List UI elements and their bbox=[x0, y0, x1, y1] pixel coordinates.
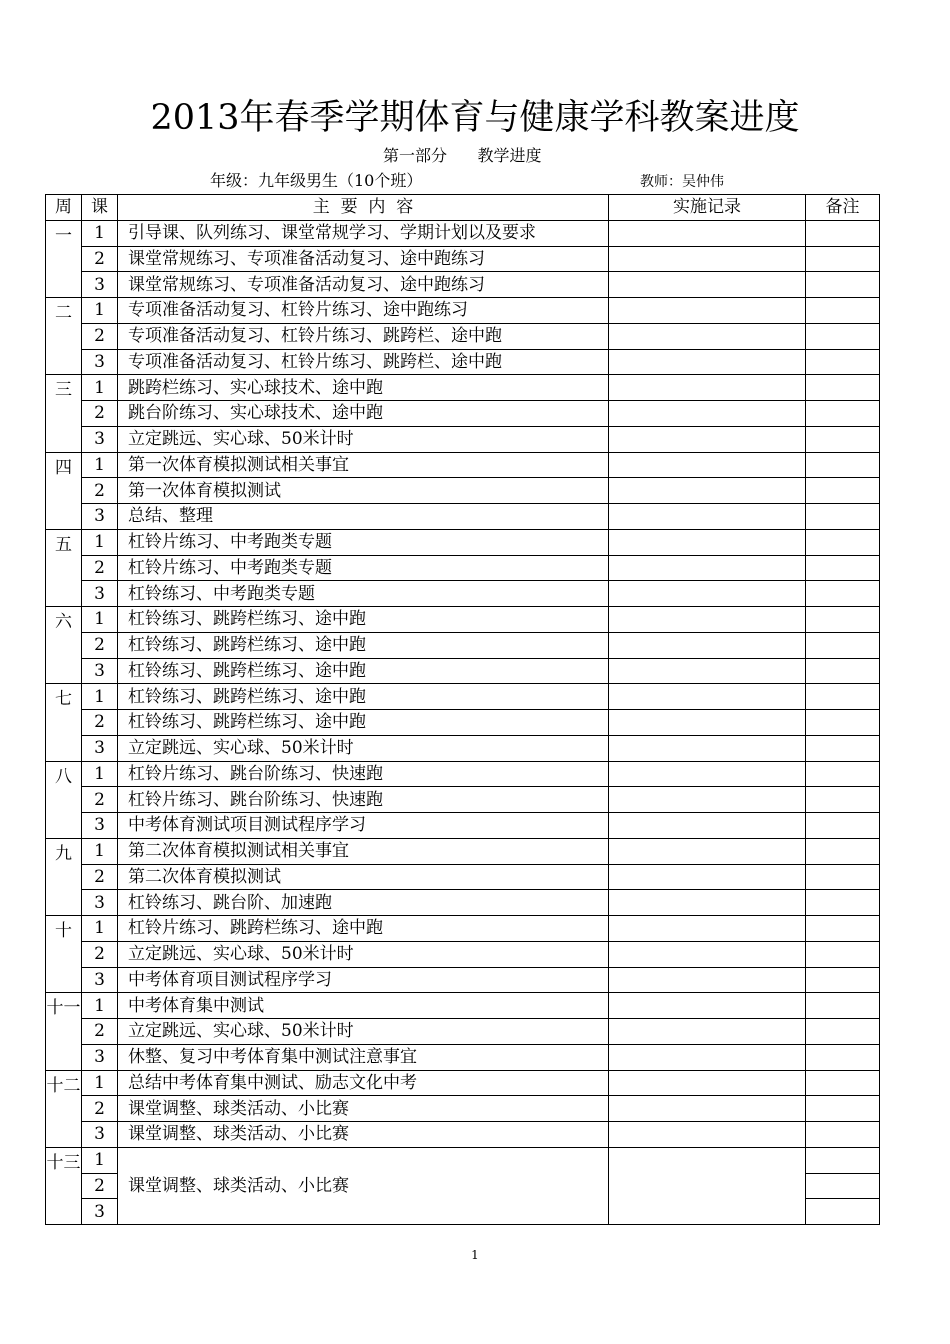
lesson-content-cell: 课堂常规练习、专项准备活动复习、途中跑练习 bbox=[118, 246, 609, 272]
lesson-number-cell: 2 bbox=[82, 1173, 118, 1199]
lesson-number-cell: 3 bbox=[82, 735, 118, 761]
lesson-number-cell: 2 bbox=[82, 555, 118, 581]
note-cell[interactable] bbox=[806, 478, 880, 504]
header-record: 实施记录 bbox=[609, 195, 806, 221]
lesson-content-cell: 杠铃片练习、跳跨栏练习、途中跑 bbox=[118, 916, 609, 942]
week-cell: 八 bbox=[46, 761, 82, 838]
table-row bbox=[46, 246, 880, 272]
lesson-content-cell: 杠铃练习、跳跨栏练习、途中跑 bbox=[118, 710, 609, 736]
week-cell: 六 bbox=[46, 607, 82, 684]
lesson-content-cell: 杠铃练习、跳跨栏练习、途中跑 bbox=[118, 684, 609, 710]
lesson-number-cell: 1 bbox=[82, 452, 118, 478]
note-cell[interactable] bbox=[806, 1147, 880, 1173]
lesson-number-cell: 3 bbox=[82, 890, 118, 916]
lesson-content-cell: 课堂常规练习、专项准备活动复习、途中跑练习 bbox=[118, 272, 609, 298]
note-cell[interactable] bbox=[806, 504, 880, 530]
note-cell[interactable] bbox=[806, 323, 880, 349]
note-cell[interactable] bbox=[806, 581, 880, 607]
record-cell[interactable] bbox=[609, 529, 806, 555]
record-cell[interactable] bbox=[609, 349, 806, 375]
page-number: 1 bbox=[471, 1248, 479, 1262]
table-row bbox=[46, 1147, 880, 1173]
table-row bbox=[46, 658, 880, 684]
record-cell[interactable] bbox=[609, 1096, 806, 1122]
note-cell[interactable] bbox=[806, 761, 880, 787]
record-cell[interactable] bbox=[609, 838, 806, 864]
table-row bbox=[46, 607, 880, 633]
record-cell[interactable] bbox=[609, 298, 806, 324]
note-cell[interactable] bbox=[806, 452, 880, 478]
note-cell[interactable] bbox=[806, 272, 880, 298]
table-row bbox=[46, 555, 880, 581]
table-row bbox=[46, 375, 880, 401]
record-cell[interactable] bbox=[609, 941, 806, 967]
lesson-number-cell: 2 bbox=[82, 632, 118, 658]
record-cell[interactable] bbox=[609, 1019, 806, 1045]
lesson-number-cell: 3 bbox=[82, 658, 118, 684]
lesson-content-cell: 第一次体育模拟测试 bbox=[118, 478, 609, 504]
week-cell: 七 bbox=[46, 684, 82, 761]
table-row bbox=[46, 298, 880, 324]
record-cell[interactable] bbox=[609, 1070, 806, 1096]
lesson-number-cell: 2 bbox=[82, 710, 118, 736]
lesson-content-cell: 中考体育项目测试程序学习 bbox=[118, 967, 609, 993]
lesson-content-cell: 立定跳远、实心球、50米计时 bbox=[118, 735, 609, 761]
lesson-number-cell: 2 bbox=[82, 864, 118, 890]
lesson-number-cell: 3 bbox=[82, 426, 118, 452]
table-row bbox=[46, 787, 880, 813]
record-cell[interactable] bbox=[609, 735, 806, 761]
lesson-content-cell: 杠铃片练习、跳台阶练习、快速跑 bbox=[118, 787, 609, 813]
lesson-content-cell: 总结、整理 bbox=[118, 504, 609, 530]
header-content: 主 要 内 容 bbox=[118, 195, 609, 221]
table-row bbox=[46, 838, 880, 864]
note-cell[interactable] bbox=[806, 684, 880, 710]
lesson-number-cell: 1 bbox=[82, 684, 118, 710]
record-cell[interactable] bbox=[609, 426, 806, 452]
note-cell[interactable] bbox=[806, 1070, 880, 1096]
lesson-number-cell: 1 bbox=[82, 838, 118, 864]
lesson-number-cell: 2 bbox=[82, 1096, 118, 1122]
week-cell: 一 bbox=[46, 220, 82, 297]
record-cell[interactable] bbox=[609, 967, 806, 993]
record-cell[interactable] bbox=[609, 555, 806, 581]
table-row bbox=[46, 1044, 880, 1070]
header-week: 周 bbox=[46, 195, 82, 221]
table-row bbox=[46, 993, 880, 1019]
note-cell[interactable] bbox=[806, 375, 880, 401]
lesson-number-cell: 1 bbox=[82, 298, 118, 324]
table-row bbox=[46, 401, 880, 427]
lesson-content-cell: 专项准备活动复习、杠铃片练习、途中跑练习 bbox=[118, 298, 609, 324]
table-row bbox=[46, 323, 880, 349]
record-cell[interactable] bbox=[609, 710, 806, 736]
lesson-number-cell: 1 bbox=[82, 529, 118, 555]
record-cell[interactable] bbox=[609, 813, 806, 839]
record-cell[interactable] bbox=[609, 658, 806, 684]
lesson-number-cell: 1 bbox=[82, 607, 118, 633]
lesson-content-cell: 第二次体育模拟测试相关事宜 bbox=[118, 838, 609, 864]
lesson-content-cell: 课堂调整、球类活动、小比赛 bbox=[118, 1122, 609, 1148]
lesson-content-cell: 杠铃练习、跳跨栏练习、途中跑 bbox=[118, 607, 609, 633]
record-cell[interactable] bbox=[609, 1044, 806, 1070]
record-cell[interactable] bbox=[609, 684, 806, 710]
record-cell[interactable] bbox=[609, 916, 806, 942]
lesson-content-cell: 杠铃练习、中考跑类专题 bbox=[118, 581, 609, 607]
lesson-content-cell: 课堂调整、球类活动、小比赛 bbox=[118, 1147, 609, 1224]
lesson-number-cell: 3 bbox=[82, 272, 118, 298]
lesson-content-cell: 跳跨栏练习、实心球技术、途中跑 bbox=[118, 375, 609, 401]
note-cell[interactable] bbox=[806, 710, 880, 736]
note-cell[interactable] bbox=[806, 220, 880, 246]
week-cell: 三 bbox=[46, 375, 82, 452]
record-cell[interactable] bbox=[609, 607, 806, 633]
lesson-content-cell: 立定跳远、实心球、50米计时 bbox=[118, 941, 609, 967]
lesson-number-cell: 3 bbox=[82, 349, 118, 375]
grade-info: 年级：九年级男生（10个班） bbox=[210, 171, 423, 190]
header-note: 备注 bbox=[806, 195, 880, 221]
week-cell: 十一 bbox=[46, 993, 82, 1070]
record-cell[interactable] bbox=[609, 401, 806, 427]
note-cell[interactable] bbox=[806, 555, 880, 581]
note-cell[interactable] bbox=[806, 813, 880, 839]
lesson-content-cell: 杠铃练习、跳台阶、加速跑 bbox=[118, 890, 609, 916]
record-cell[interactable] bbox=[609, 375, 806, 401]
table-row bbox=[46, 1096, 880, 1122]
table-row bbox=[46, 941, 880, 967]
note-cell[interactable] bbox=[806, 890, 880, 916]
lesson-number-cell: 3 bbox=[82, 1199, 118, 1225]
lesson-number-cell: 2 bbox=[82, 323, 118, 349]
record-cell[interactable] bbox=[609, 452, 806, 478]
lesson-number-cell: 3 bbox=[82, 1122, 118, 1148]
note-cell[interactable] bbox=[806, 298, 880, 324]
teacher-info: 教师：吴仲伟 bbox=[640, 174, 724, 190]
table-row bbox=[46, 890, 880, 916]
lesson-content-cell: 杠铃练习、跳跨栏练习、途中跑 bbox=[118, 632, 609, 658]
section-subtitle: 第一部分 教学进度 bbox=[383, 146, 542, 165]
lesson-content-cell: 专项准备活动复习、杠铃片练习、跳跨栏、途中跑 bbox=[118, 323, 609, 349]
lesson-number-cell: 2 bbox=[82, 787, 118, 813]
lesson-content-cell: 第二次体育模拟测试 bbox=[118, 864, 609, 890]
table-row bbox=[46, 581, 880, 607]
lesson-content-cell: 跳台阶练习、实心球技术、途中跑 bbox=[118, 401, 609, 427]
schedule-body bbox=[46, 220, 880, 1224]
table-row bbox=[46, 916, 880, 942]
lesson-number-cell: 1 bbox=[82, 375, 118, 401]
table-row bbox=[46, 684, 880, 710]
note-cell[interactable] bbox=[806, 607, 880, 633]
lesson-number-cell: 2 bbox=[82, 941, 118, 967]
table-row bbox=[46, 529, 880, 555]
table-row bbox=[46, 632, 880, 658]
note-cell[interactable] bbox=[806, 426, 880, 452]
record-cell[interactable] bbox=[609, 787, 806, 813]
note-cell[interactable] bbox=[806, 658, 880, 684]
lesson-number-cell: 1 bbox=[82, 993, 118, 1019]
lesson-content-cell: 杠铃片练习、中考跑类专题 bbox=[118, 555, 609, 581]
lesson-number-cell: 3 bbox=[82, 504, 118, 530]
lesson-content-cell: 立定跳远、实心球、50米计时 bbox=[118, 426, 609, 452]
lesson-number-cell: 3 bbox=[82, 813, 118, 839]
table-row bbox=[46, 710, 880, 736]
table-row bbox=[46, 735, 880, 761]
lesson-content-cell: 引导课、队列练习、课堂常规学习、学期计划以及要求 bbox=[118, 220, 609, 246]
lesson-content-cell: 第一次体育模拟测试相关事宜 bbox=[118, 452, 609, 478]
record-cell[interactable] bbox=[609, 1122, 806, 1148]
lesson-content-cell: 课堂调整、球类活动、小比赛 bbox=[118, 1096, 609, 1122]
lesson-content-cell: 杠铃练习、跳跨栏练习、途中跑 bbox=[118, 658, 609, 684]
note-cell[interactable] bbox=[806, 967, 880, 993]
record-cell[interactable] bbox=[609, 890, 806, 916]
table-row bbox=[46, 478, 880, 504]
table-row bbox=[46, 1019, 880, 1045]
record-cell[interactable] bbox=[609, 632, 806, 658]
lesson-content-cell: 立定跳远、实心球、50米计时 bbox=[118, 1019, 609, 1045]
lesson-number-cell: 2 bbox=[82, 478, 118, 504]
note-cell[interactable] bbox=[806, 349, 880, 375]
record-cell[interactable] bbox=[609, 504, 806, 530]
lesson-content-cell: 总结中考体育集中测试、励志文化中考 bbox=[118, 1070, 609, 1096]
note-cell[interactable] bbox=[806, 1122, 880, 1148]
lesson-number-cell: 2 bbox=[82, 401, 118, 427]
table-header-row bbox=[46, 195, 880, 221]
table-row bbox=[46, 864, 880, 890]
note-cell[interactable] bbox=[806, 529, 880, 555]
record-cell[interactable] bbox=[609, 993, 806, 1019]
note-cell[interactable] bbox=[806, 916, 880, 942]
week-cell: 十 bbox=[46, 916, 82, 993]
week-cell: 四 bbox=[46, 452, 82, 529]
lesson-number-cell: 1 bbox=[82, 761, 118, 787]
week-cell: 二 bbox=[46, 298, 82, 375]
note-cell[interactable] bbox=[806, 401, 880, 427]
lesson-number-cell: 3 bbox=[82, 1044, 118, 1070]
table-row bbox=[46, 1122, 880, 1148]
lesson-number-cell: 3 bbox=[82, 581, 118, 607]
week-cell: 五 bbox=[46, 529, 82, 606]
note-cell[interactable] bbox=[806, 1019, 880, 1045]
note-cell[interactable] bbox=[806, 787, 880, 813]
lesson-number-cell: 2 bbox=[82, 1019, 118, 1045]
lesson-content-cell: 杠铃片练习、跳台阶练习、快速跑 bbox=[118, 761, 609, 787]
lesson-number-cell: 1 bbox=[82, 1070, 118, 1096]
table-row bbox=[46, 813, 880, 839]
record-cell[interactable] bbox=[609, 864, 806, 890]
record-cell[interactable] bbox=[609, 272, 806, 298]
table-row bbox=[46, 1070, 880, 1096]
note-cell[interactable] bbox=[806, 246, 880, 272]
lesson-content-cell: 杠铃片练习、中考跑类专题 bbox=[118, 529, 609, 555]
table-row bbox=[46, 426, 880, 452]
note-cell[interactable] bbox=[806, 1096, 880, 1122]
table-row bbox=[46, 220, 880, 246]
week-cell: 九 bbox=[46, 838, 82, 915]
table-row bbox=[46, 967, 880, 993]
table-row bbox=[46, 761, 880, 787]
lesson-content-cell: 中考体育测试项目测试程序学习 bbox=[118, 813, 609, 839]
lesson-number-cell: 1 bbox=[82, 916, 118, 942]
note-cell[interactable] bbox=[806, 941, 880, 967]
table-row bbox=[46, 504, 880, 530]
table-row bbox=[46, 349, 880, 375]
record-cell[interactable] bbox=[609, 246, 806, 272]
note-cell[interactable] bbox=[806, 838, 880, 864]
week-cell: 十二 bbox=[46, 1070, 82, 1147]
lesson-number-cell: 1 bbox=[82, 1147, 118, 1173]
note-cell[interactable] bbox=[806, 864, 880, 890]
lesson-content-cell: 专项准备活动复习、杠铃片练习、跳跨栏、途中跑 bbox=[118, 349, 609, 375]
note-cell[interactable] bbox=[806, 993, 880, 1019]
record-cell[interactable] bbox=[609, 761, 806, 787]
record-cell[interactable] bbox=[609, 581, 806, 607]
lesson-content-cell: 中考体育集中测试 bbox=[118, 993, 609, 1019]
note-cell[interactable] bbox=[806, 1173, 880, 1199]
note-cell[interactable] bbox=[806, 1199, 880, 1225]
lesson-number-cell: 2 bbox=[82, 246, 118, 272]
record-cell[interactable] bbox=[609, 323, 806, 349]
note-cell[interactable] bbox=[806, 735, 880, 761]
table-row bbox=[46, 452, 880, 478]
note-cell[interactable] bbox=[806, 632, 880, 658]
note-cell[interactable] bbox=[806, 1044, 880, 1070]
lesson-content-cell: 休整、复习中考体育集中测试注意事宜 bbox=[118, 1044, 609, 1070]
header-lesson: 课 bbox=[82, 195, 118, 221]
page-title: 2013年春季学期体育与健康学科教案进度 bbox=[150, 98, 800, 138]
lesson-number-cell: 1 bbox=[82, 220, 118, 246]
table-row bbox=[46, 272, 880, 298]
schedule-table bbox=[45, 194, 880, 1225]
lesson-number-cell: 3 bbox=[82, 967, 118, 993]
week-cell: 十三 bbox=[46, 1147, 82, 1224]
record-cell[interactable] bbox=[609, 220, 806, 246]
record-cell[interactable] bbox=[609, 1147, 806, 1224]
record-cell[interactable] bbox=[609, 478, 806, 504]
